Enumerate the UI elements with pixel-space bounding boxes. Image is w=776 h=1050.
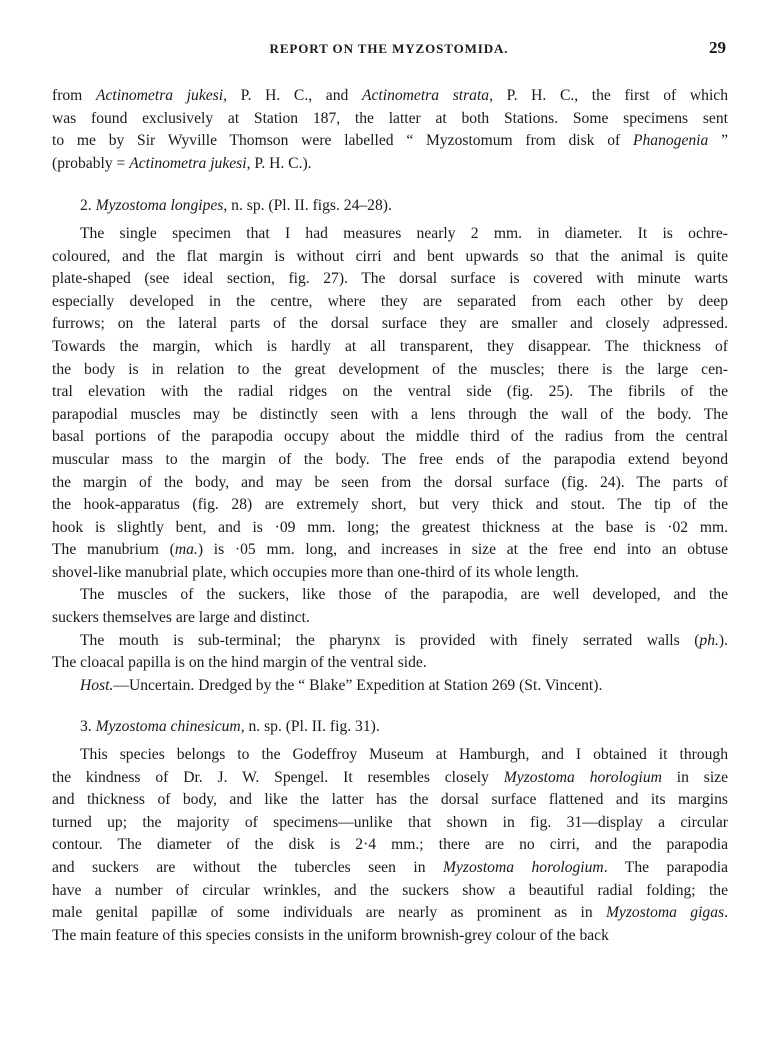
text-line: from Actinometra jukesi, P. H. C., and Actinometra strata, P. H. C., the first of which (52, 87, 729, 104)
text-line: coloured, and the flat margin is without cirri and bent upwards so that the animal is quite (52, 247, 728, 265)
paragraph-chinesicum (52, 744, 728, 947)
text-line: The muscles of the suckers, like those of the parapodia, are well developed, and the (80, 586, 728, 604)
paragraph-suckers (52, 584, 728, 629)
text-line: have a number of circular wrinkles, and the suckers show a beautiful radial folding; the (52, 881, 728, 899)
text-line: Towards the margin, which is hardly at all transparent, they disappear. The thickness of (52, 337, 728, 355)
text-line: the hook-apparatus (fig. 28) are extremely short, but very thick and stout. The tip of the (52, 496, 728, 514)
text-line: to me by Sir Wyville Thomson were labelled “ Myzostomum from disk of Phanogenia ” (52, 132, 728, 150)
text-line: shovel-like manubrial plate, which occupies more than one-third of its whole length. (52, 563, 580, 581)
text-line: the body is in relation to the great development of the muscles; there is the large cen- (52, 360, 728, 378)
text-line: contour. The diameter of the disk is 2·4 mm.; there are no cirri, and the parapodia (52, 836, 728, 854)
paragraph-mouth (52, 630, 728, 675)
text-line: especially developed in the centre, where they are separated from each other by deep (52, 292, 728, 310)
section-heading-myzostoma-chinesicum: 3. Myzostoma chinesicum, n. sp. (Pl. II. fig. 31). (80, 718, 380, 736)
text-line: male genital papillæ of some individuals are nearly as prominent as in Myzostoma gigas. (52, 904, 728, 922)
text-line: the margin of the body, and may be seen from the dorsal surface (fig. 24). The parts of (52, 473, 728, 491)
page-header (52, 38, 726, 63)
text-line: basal portions of the parapodia occupy about the middle third of the radius from the central (52, 428, 728, 446)
text-line: This species belongs to the Godeffroy Museum at Hamburgh, and I obtained it through (80, 746, 728, 764)
text-line: tral elevation with the radial ridges on the ventral side (fig. 25). The fibrils of the (52, 383, 728, 401)
paragraph-continuation (52, 85, 728, 175)
text-line: and suckers are without the tubercles seen in Myzostoma horologium. The parapodia (52, 859, 728, 876)
text-line: was found exclusively at Station 187, the latter at both Stations. Some specimens sent (52, 109, 728, 127)
page-number: 29 (709, 38, 726, 57)
text-line: Host.—Uncertain. Dredged by the “ Blake” Expedition at Station 269 (St. Vincent). (80, 676, 603, 694)
section-heading-myzostoma-longipes: 2. Myzostoma longipes, n. sp. (Pl. II. figs. 24–28). (80, 197, 392, 215)
text-line: and thickness of body, and like the latter has the dorsal surface flattened and its margins (52, 791, 728, 809)
text-body (52, 85, 728, 947)
text-line: plate-shaped (see ideal section, fig. 27). The dorsal surface is covered with minute warts (52, 270, 728, 288)
text-line: (probably = Actinometra jukesi, P. H. C.). (52, 154, 312, 172)
text-line: The mouth is sub-terminal; the pharynx is provided with finely serrated walls (ph.). (80, 631, 728, 649)
text-line: the kindness of Dr. J. W. Spengel. It resembles closely Myzostoma horologium in size (52, 768, 728, 786)
text-line: The cloacal papilla is on the hind margin of the ventral side. (52, 654, 427, 672)
text-line: suckers themselves are large and distinct. (52, 609, 310, 627)
paragraph-description (52, 223, 728, 585)
text-line: turned up; the majority of specimens—unlike that shown in fig. 31—display a circular (52, 813, 728, 831)
paragraph-host (52, 675, 728, 698)
text-line: parapodial muscles may be distinctly seen with a lens through the wall of the body. The (52, 405, 728, 423)
text-line: hook is slightly bent, and is ·09 mm. long; the greatest thickness at the base is ·02 mm. (52, 518, 728, 536)
text-line: The single specimen that I had measures nearly 2 mm. in diameter. It is ochre- (80, 224, 728, 242)
text-line: furrows; on the lateral parts of the dorsal surface they are smaller and closely adpressed. (52, 315, 728, 333)
text-line: muscular mass to the margin of the body. The free ends of the parapodia extend beyond (52, 450, 728, 468)
text-line: The manubrium (ma.) is ·05 mm. long, and increases in size at the free end into an obtuse (52, 541, 728, 559)
running-title: REPORT ON THE MYZOSTOMIDA. (269, 41, 509, 56)
text-line: The main feature of this species consists in the uniform brownish-grey colour of the back (52, 926, 609, 944)
